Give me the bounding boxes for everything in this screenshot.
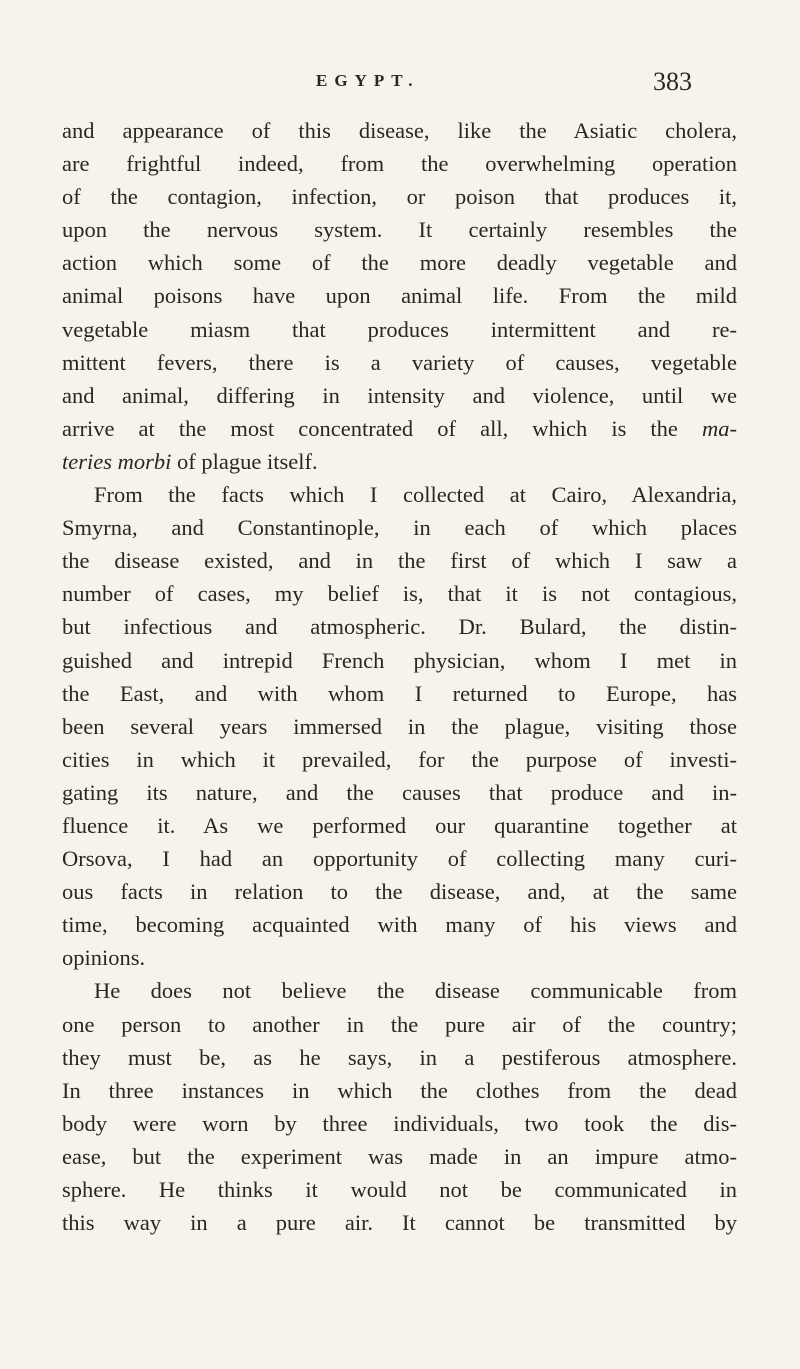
text-line: body were worn by three individuals, two took the dis- bbox=[62, 1110, 737, 1136]
text-line: animal poisons have upon animal life. From the mild bbox=[62, 283, 737, 309]
text-line bbox=[62, 412, 737, 445]
text-line: ous facts in relation to the disease, and, at the same bbox=[62, 879, 737, 905]
text-run: arrive at the most concentrated of all, which is the bbox=[62, 415, 702, 441]
text-line: In three instances in which the clothes from the dead bbox=[62, 1077, 737, 1103]
text-line: of the contagion, infection, or poison that produces it, bbox=[62, 184, 737, 210]
text-line: number of cases, my belief is, that it is not contagious, bbox=[62, 581, 737, 607]
text-line: mittent fevers, there is a variety of causes, vegetable bbox=[62, 349, 737, 375]
text-line: Orsova, I had an opportunity of collecting many curi- bbox=[62, 846, 737, 872]
text-line: sphere. He thinks it would not be communicated in bbox=[62, 1177, 737, 1202]
text-line: He does not believe the disease communicable from bbox=[94, 978, 737, 1004]
text-line: opinions. bbox=[62, 945, 146, 971]
text-line: the disease existed, and in the first of which I saw a bbox=[62, 548, 737, 574]
body-text bbox=[62, 114, 737, 1239]
text-line: gating its nature, and the causes that produce and in- bbox=[62, 779, 737, 805]
text-line: they must be, as he says, in a pestiferous atmosphere. bbox=[62, 1044, 737, 1070]
page-header bbox=[0, 67, 800, 107]
italic-text-run: ma- bbox=[702, 415, 737, 441]
text-line: this way in a pure air. It cannot be transmitted by bbox=[62, 1210, 737, 1236]
text-line: but infectious and atmospheric. Dr. Bulard, the distin- bbox=[62, 614, 737, 640]
text-line: From the facts which I collected at Cairo, Alexandria, bbox=[94, 482, 737, 508]
page-number: 383 bbox=[653, 67, 692, 96]
text-line: fluence it. As we performed our quarantine together at bbox=[62, 812, 737, 838]
text-line: and appearance of this disease, like the Asiatic cholera, bbox=[62, 118, 737, 143]
text-line: action which some of the more deadly vegetable and bbox=[62, 250, 737, 276]
text-line: guished and intrepid French physician, whom I met in bbox=[62, 647, 737, 673]
text-line: the East, and with whom I returned to Europe, has bbox=[62, 680, 737, 706]
text-line: vegetable miasm that produces intermittent and re- bbox=[62, 316, 737, 342]
text-line: upon the nervous system. It certainly resembles the bbox=[62, 217, 737, 243]
text-line: Smyrna, and Constantinople, in each of which places bbox=[62, 515, 737, 541]
text-line: and animal, differing in intensity and violence, until we bbox=[62, 382, 737, 408]
text-line: time, becoming acquainted with many of his views and bbox=[62, 912, 737, 938]
text-line: been several years immersed in the plague, visiting those bbox=[62, 713, 737, 739]
text-line bbox=[62, 445, 737, 478]
text-line: ease, but the experiment was made in an impure atmo- bbox=[62, 1143, 737, 1169]
text-line: one person to another in the pure air of the country; bbox=[62, 1011, 737, 1037]
running-head: EGYPT. bbox=[316, 71, 420, 90]
text-run: of plague itself. bbox=[171, 448, 318, 474]
text-line: are frightful indeed, from the overwhelming operation bbox=[62, 151, 737, 177]
text-line: cities in which it prevailed, for the purpose of investi- bbox=[62, 746, 737, 772]
italic-text-run: teries morbi bbox=[62, 448, 172, 474]
